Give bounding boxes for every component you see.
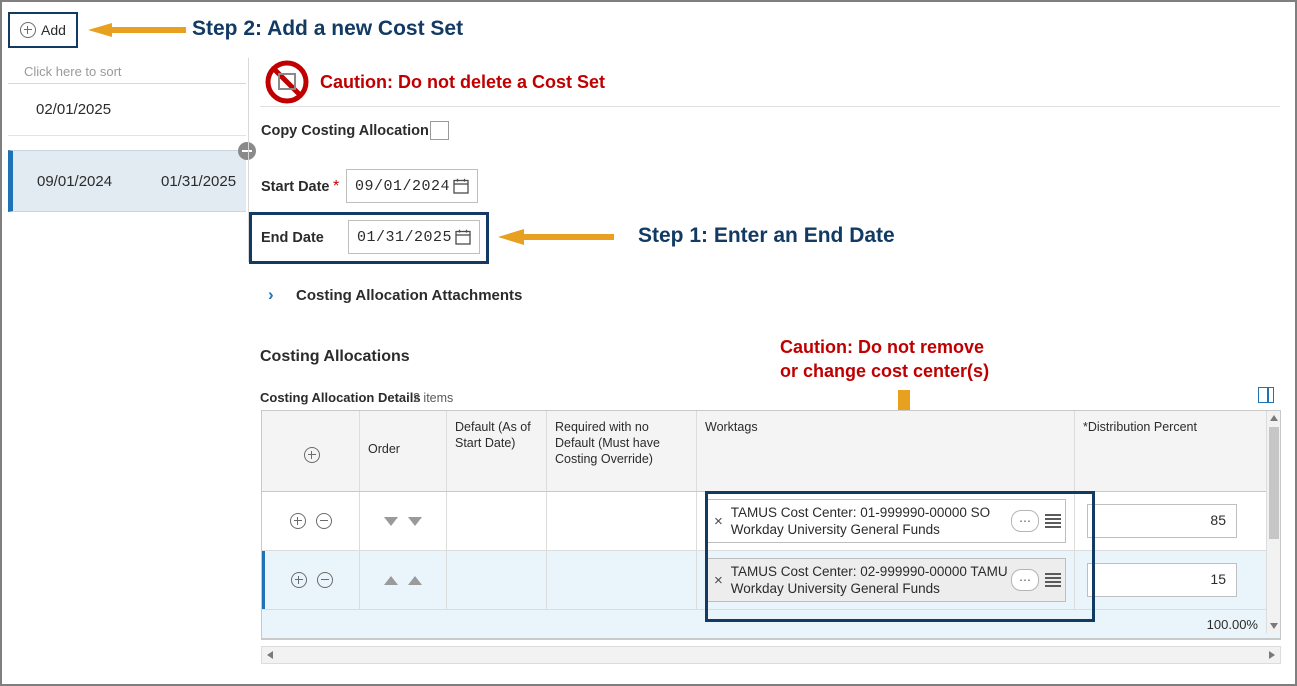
scroll-up-icon[interactable] bbox=[1270, 415, 1278, 421]
list-item-selected[interactable] bbox=[8, 150, 246, 212]
add-row-icon[interactable] bbox=[290, 513, 306, 529]
list-item-start-date: 09/01/2024 bbox=[37, 173, 113, 190]
worktag-pill[interactable] bbox=[705, 499, 1066, 543]
scroll-down-icon[interactable] bbox=[1270, 623, 1278, 629]
start-date-input[interactable] bbox=[346, 169, 478, 203]
move-up-icon[interactable] bbox=[384, 576, 398, 585]
worktag-pill[interactable] bbox=[705, 558, 1066, 602]
grid-caption: Costing Allocation Details bbox=[260, 390, 421, 405]
plus-circle-icon[interactable] bbox=[304, 447, 320, 463]
row-actions-cell bbox=[262, 492, 360, 550]
no-delete-icon bbox=[260, 60, 314, 104]
end-date-label: End Date bbox=[261, 230, 324, 246]
grid-view-toggle-icon[interactable] bbox=[1258, 387, 1274, 403]
grid-item-count: 2 items bbox=[413, 391, 454, 405]
cost-set-list bbox=[8, 58, 246, 266]
total-percent-value: 100.00% bbox=[1206, 616, 1258, 632]
sort-hint[interactable]: Click here to sort bbox=[8, 58, 246, 84]
start-date-value: 09/01/2024 bbox=[355, 177, 451, 195]
column-header-worktags: Worktags bbox=[697, 411, 1075, 491]
costing-allocation-attachments-label[interactable]: Costing Allocation Attachments bbox=[296, 287, 523, 304]
order-cell bbox=[360, 551, 447, 609]
worktag-menu-icon[interactable] bbox=[1045, 514, 1061, 528]
table-total-row bbox=[262, 610, 1280, 639]
scroll-left-icon[interactable] bbox=[267, 651, 273, 659]
step2-annotation: Step 2: Add a new Cost Set bbox=[192, 17, 464, 40]
worktag-more-icon[interactable]: ⋯ bbox=[1011, 569, 1039, 591]
scroll-right-icon[interactable] bbox=[1269, 651, 1275, 659]
remove-cost-set-icon[interactable] bbox=[238, 142, 256, 160]
table-header-row bbox=[262, 411, 1280, 492]
add-button-label: Add bbox=[41, 22, 66, 38]
worktag-text: TAMUS Cost Center: 02-999990-00000 TAMU Workday University General Funds bbox=[730, 564, 1008, 596]
end-date-value: 01/31/2025 bbox=[357, 228, 453, 246]
step2-arrow bbox=[86, 22, 186, 38]
caution-delete-annotation: Caution: Do not delete a Cost Set bbox=[320, 72, 606, 92]
distribution-percent-input[interactable]: 15 bbox=[1087, 563, 1237, 597]
step1-arrow bbox=[496, 228, 614, 246]
column-header-add bbox=[262, 411, 360, 491]
remove-row-icon[interactable] bbox=[316, 513, 332, 529]
copy-costing-allocation-label: Copy Costing Allocation bbox=[261, 123, 429, 139]
move-down-icon[interactable] bbox=[384, 517, 398, 526]
calendar-icon[interactable] bbox=[453, 178, 469, 194]
section-divider bbox=[260, 106, 1280, 107]
worktag-more-icon[interactable]: ⋯ bbox=[1011, 510, 1039, 532]
column-header-distribution-percent: *Distribution Percent bbox=[1083, 420, 1197, 434]
move-top-icon[interactable] bbox=[408, 576, 422, 585]
chevron-right-icon[interactable]: › bbox=[268, 285, 274, 304]
step1-annotation: Step 1: Enter an End Date bbox=[638, 224, 895, 247]
start-date-label: Start Date bbox=[261, 179, 330, 195]
distribution-percent-cell bbox=[1075, 551, 1280, 609]
row-actions-cell bbox=[262, 551, 360, 609]
table-row bbox=[262, 551, 1280, 610]
list-item-end-date: 01/31/2025 bbox=[161, 173, 237, 190]
plus-circle-icon bbox=[20, 22, 36, 38]
required-cell bbox=[547, 492, 697, 550]
table-row bbox=[262, 492, 1280, 551]
worktag-text: TAMUS Cost Center: 01-999990-00000 SO Workday University General Funds bbox=[730, 505, 991, 537]
costing-allocations-title: Costing Allocations bbox=[260, 348, 410, 365]
caution-worktags-line1: Caution: Do not remove bbox=[780, 337, 985, 357]
worktag-menu-icon[interactable] bbox=[1045, 573, 1061, 587]
distribution-percent-input[interactable]: 85 bbox=[1087, 504, 1237, 538]
order-cell bbox=[360, 492, 447, 550]
list-item[interactable] bbox=[8, 84, 246, 136]
remove-worktag-icon[interactable]: × bbox=[714, 571, 723, 589]
table-vertical-scrollbar[interactable] bbox=[1266, 411, 1280, 633]
add-row-icon[interactable] bbox=[291, 572, 307, 588]
remove-row-icon[interactable] bbox=[317, 572, 333, 588]
copy-costing-allocation-checkbox[interactable] bbox=[430, 121, 449, 140]
costing-allocation-details-table bbox=[261, 410, 1281, 640]
required-marker: * bbox=[333, 178, 340, 195]
default-cell bbox=[447, 492, 547, 550]
table-horizontal-scrollbar[interactable] bbox=[261, 646, 1281, 664]
default-cell bbox=[447, 551, 547, 609]
column-header-default: Default (As of Start Date) bbox=[447, 411, 547, 491]
calendar-icon[interactable] bbox=[455, 229, 471, 245]
worktags-cell bbox=[697, 492, 1075, 550]
move-bottom-icon[interactable] bbox=[408, 517, 422, 526]
column-header-order: Order bbox=[360, 411, 447, 491]
distribution-percent-cell bbox=[1075, 492, 1280, 550]
end-date-input[interactable] bbox=[348, 220, 480, 254]
caution-worktags-line2: or change cost center(s) bbox=[780, 361, 990, 381]
remove-worktag-icon[interactable]: × bbox=[714, 512, 723, 530]
scroll-thumb[interactable] bbox=[1269, 427, 1279, 539]
worktags-cell bbox=[697, 551, 1075, 609]
column-header-required: Required with no Default (Must have Costing Override) bbox=[547, 411, 697, 491]
add-button[interactable] bbox=[8, 12, 78, 48]
required-cell bbox=[547, 551, 697, 609]
list-item-start-date: 02/01/2025 bbox=[36, 101, 112, 118]
